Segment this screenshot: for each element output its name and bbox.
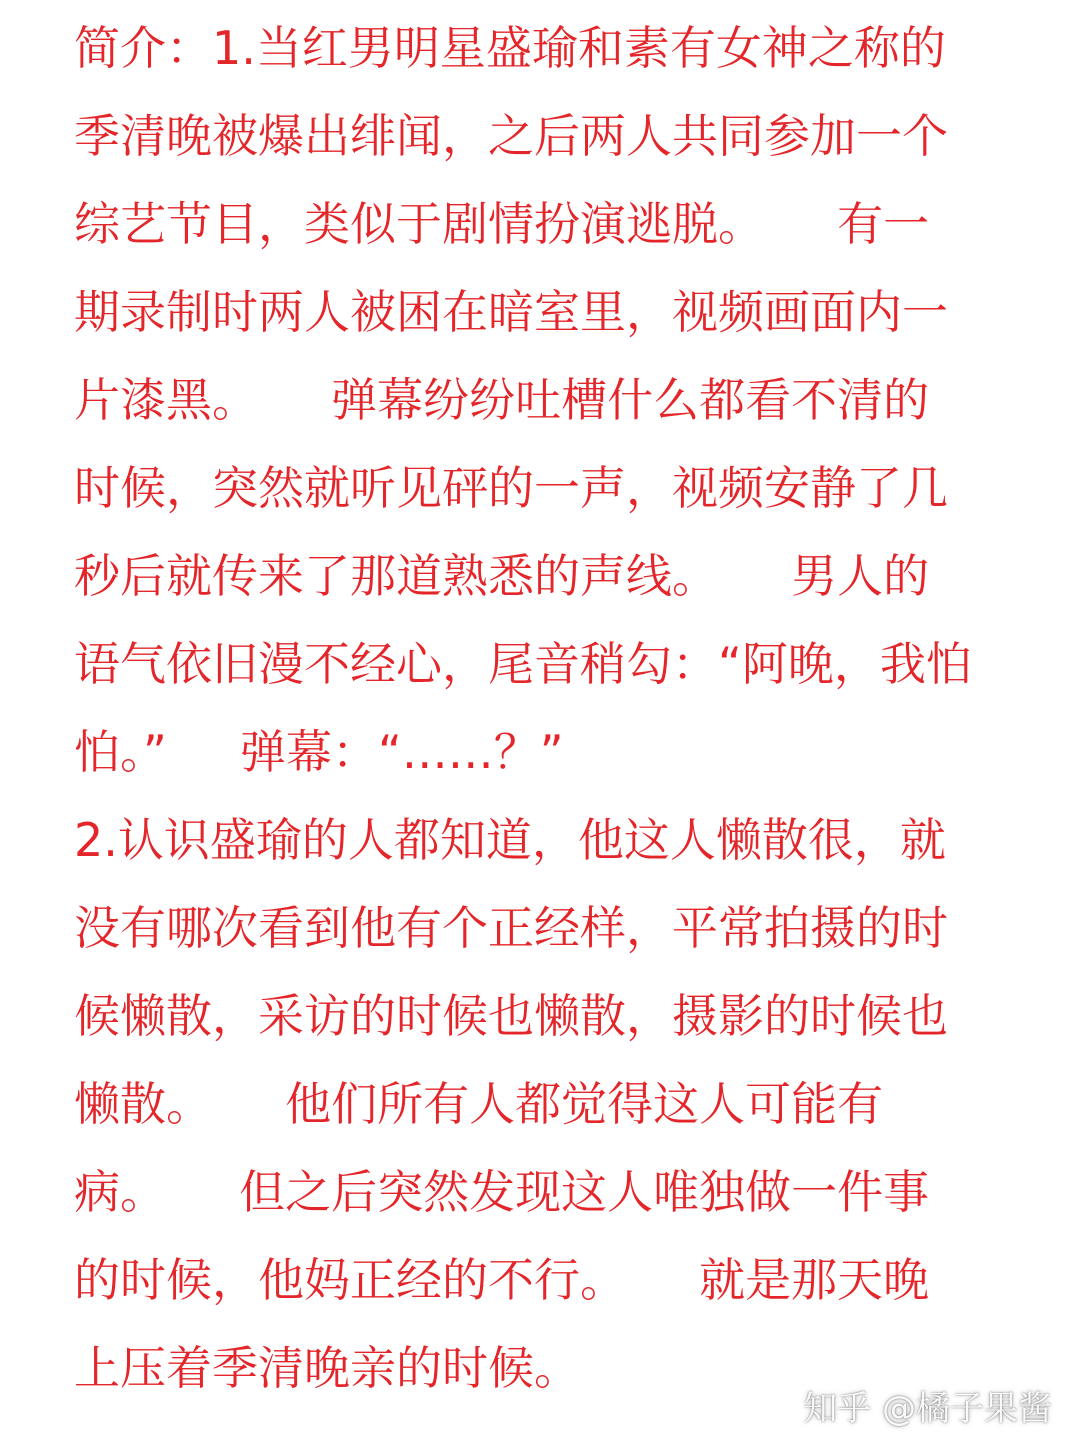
text-line-7: 秒后就传来了那道熟悉的声线。 男人的	[74, 549, 930, 603]
text-line-9: 怕。” 弹幕：“……？”	[74, 725, 564, 779]
text-line-3: 综艺节目，类似于剧情扮演逃脱。 有一	[74, 197, 930, 251]
text-line-15: 的时候，他妈正经的不行。 就是那天晚	[74, 1253, 930, 1307]
text-line-13: 懒散。 他们所有人都觉得这人可能有	[74, 1077, 884, 1131]
text-line-4: 期录制时两人被困在暗室里，视频画面内一	[74, 285, 948, 339]
text-line-5: 片漆黑。 弹幕纷纷吐槽什么都看不清的	[74, 373, 930, 427]
text-line-12: 候懒散，采访的时候也懒散，摄影的时候也	[74, 989, 948, 1043]
text-line-16: 上压着季清晚亲的时候。	[74, 1341, 580, 1395]
text-line-11: 没有哪次看到他有个正经样，平常拍摄的时	[74, 901, 948, 955]
text-line-8: 语气依旧漫不经心，尾音稍勾：“阿晚，我怕	[74, 637, 972, 691]
zhihu-watermark: 知乎 @橘子果酱	[803, 1389, 1052, 1429]
article-text	[74, 4, 1074, 1412]
text-line-10: 2.认识盛瑜的人都知道，他这人懒散很，就	[74, 813, 946, 867]
text-line-2: 季清晚被爆出绯闻，之后两人共同参加一个	[74, 109, 948, 163]
text-line-1: 简介：1.当红男明星盛瑜和素有女神之称的	[74, 21, 946, 75]
text-line-14: 病。 但之后突然发现这人唯独做一件事	[74, 1165, 930, 1219]
text-line-6: 时候，突然就听见砰的一声，视频安静了几	[74, 461, 948, 515]
